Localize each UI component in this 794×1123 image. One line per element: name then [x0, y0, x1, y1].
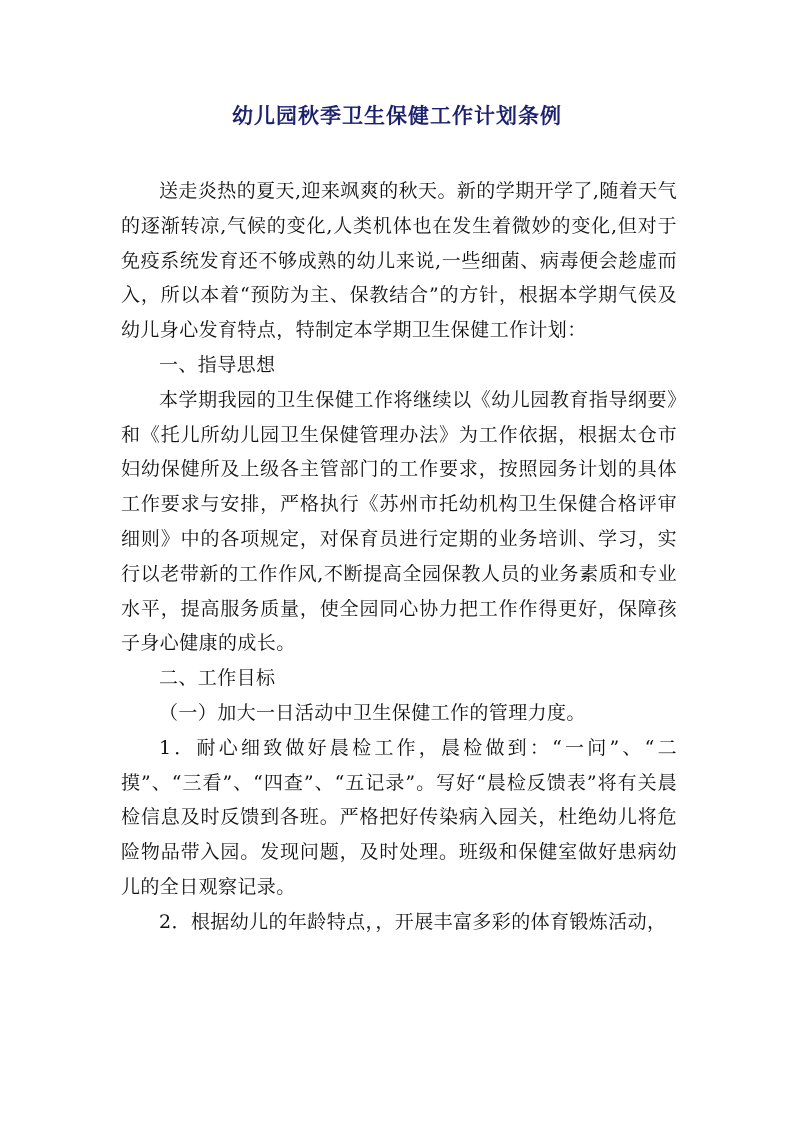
section-heading-work-goals: 二、工作目标: [159, 667, 276, 690]
guiding-ideas-paragraph: 本学期我园的卫生保健工作将继续以《幼儿园教育指导纲要》和《托儿所幼儿园卫生保健管理办法》为工作依据，根据太仓市妇幼保健所及上级各主管部门的工作要求，按照园务计划的具体工作要求与安排，严格执行《苏州市托幼机构卫生保健合格评审细则》中的各项规定，对保育员进行定期的业务培训、学习，实行以老带新的工作作风,不断提高全园保教人员的业务素质和专业水平，提高服务质量，使全园同心协力把工作作得更好，保障孩子身心健康的成长。: [121, 388, 677, 655]
intro-paragraph: 送走炎热的夏天,迎来飒爽的秋天。新的学期开学了,随着天气的逐渐转凉,气候的变化,人类机体也在发生着微妙的变化,但对于免疫系统发育还不够成熟的幼儿来说,一些细菌、病毒便会趁虚而入，所以本着“预防为主、保教结合”的方针，根据本学期气侯及幼儿身心发育特点，特制定本学期卫生保健工作计划：: [121, 180, 677, 342]
section-heading-guiding-ideas: 一、指导思想: [159, 353, 276, 376]
subsection-heading-management: （一）加大一日活动中卫生保健工作的管理力度。: [159, 701, 586, 724]
item-morning-check-paragraph: 1．耐心细致做好晨检工作，晨检做到：“一问”、“二摸”、“三看”、“四查”、“五记录”。写好“晨检反馈表”将有关晨检信息及时反馈到各班。严格把好传染病入园关，杜绝幼儿将危险物品带入园。发现问题，及时处理。班级和保健室做好患病幼儿的全日观察记录。: [121, 736, 677, 898]
item-physical-activity-paragraph: 2．根据幼儿的年龄特点，，开展丰富多彩的体育锻炼活动，: [159, 910, 667, 933]
document-title: 幼儿园秋季卫生保健工作计划条例: [232, 103, 562, 128]
document-body: [121, 174, 677, 940]
